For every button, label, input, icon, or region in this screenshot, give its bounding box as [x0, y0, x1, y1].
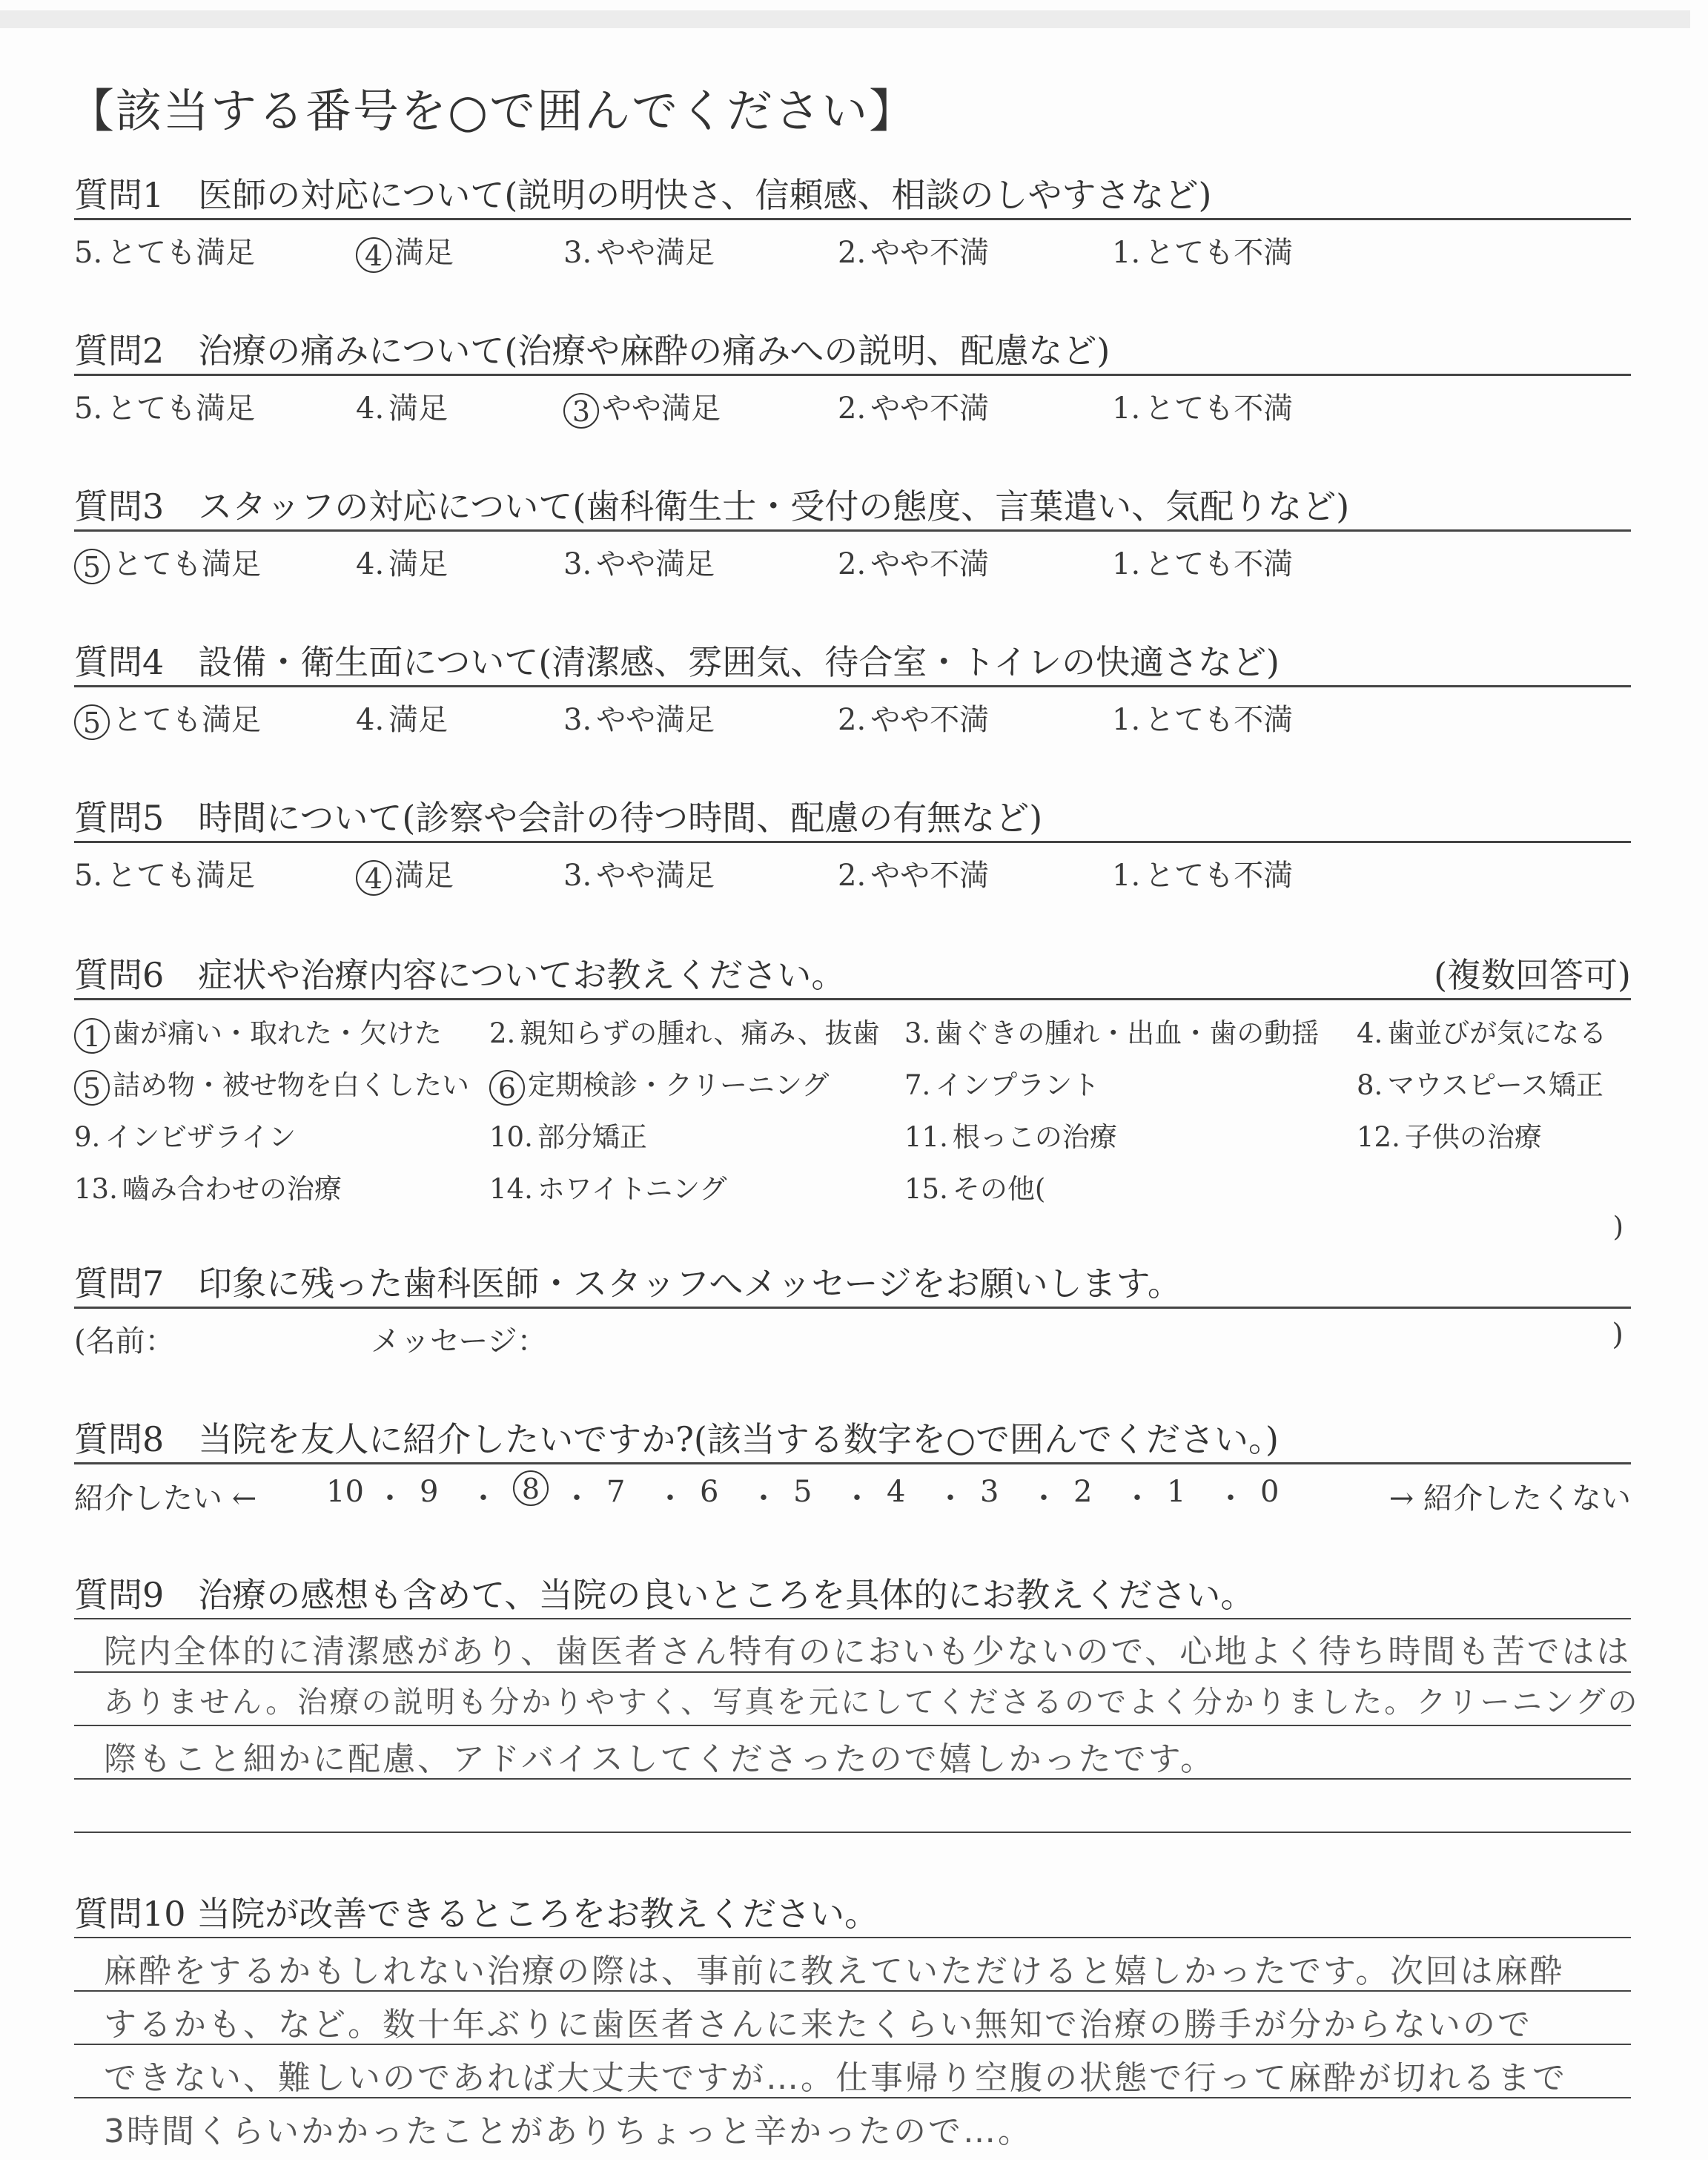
option-number: 4.: [356, 547, 385, 581]
question-9-rule-line: [74, 1725, 1631, 1726]
question-9-rule-line: [74, 1832, 1631, 1833]
option-label: とても不満: [1145, 703, 1294, 737]
rating-option: [1112, 229, 1293, 271]
rating-option: [1112, 852, 1293, 894]
symptom-option: [1357, 1011, 1606, 1051]
rating-option: [356, 696, 448, 739]
symptom-option: [1357, 1063, 1603, 1103]
symptom-option: [74, 1063, 469, 1106]
option-label: とても不満: [1145, 392, 1294, 426]
rating-option: [563, 696, 715, 739]
scale-separator: ・: [1216, 1482, 1245, 1516]
scale-value: 0: [1260, 1475, 1280, 1509]
recommend-scale: [74, 1464, 1631, 1516]
option-label: とても不満: [1145, 859, 1294, 893]
rating-option: [74, 852, 255, 894]
question-1: [74, 172, 1631, 272]
name-label: (名前：: [74, 1324, 175, 1358]
symptom-option: [74, 1166, 342, 1206]
option-label: 満足: [388, 392, 448, 426]
question-10-rule-line: [74, 1937, 1631, 1938]
circled-number: 1: [74, 1018, 110, 1054]
option-number: 2.: [489, 1017, 516, 1049]
question-9-answer: [74, 1618, 1640, 1900]
scale-separator: ・: [1029, 1482, 1059, 1516]
option-number: 13.: [74, 1173, 118, 1205]
option-label: 歯並びが気になる: [1387, 1017, 1607, 1049]
symptom-option: [904, 1011, 1319, 1051]
option-label: 満足: [388, 547, 448, 581]
option-label: やや満足: [596, 547, 715, 581]
question-9: [74, 1572, 1640, 1900]
question-5: [74, 795, 1631, 895]
scan-top-edge: [0, 10, 1690, 28]
scale-value: 3: [980, 1475, 999, 1509]
scale-separator: ・: [469, 1482, 498, 1516]
scale-separator: ・: [936, 1482, 965, 1516]
option-label: とても満足: [107, 392, 256, 426]
circled-number: 3: [563, 393, 599, 429]
option-number: 3.: [563, 236, 592, 270]
rating-option: [1112, 696, 1293, 739]
question-9-handwritten-line: 際もこと細かに配慮、アドバイスしてくださったので嬉しかったです。: [104, 1740, 1216, 1778]
option-number: 10.: [489, 1121, 533, 1153]
scale-separator: ・: [655, 1482, 685, 1516]
option-label: とても満足: [113, 547, 261, 581]
question-3-title: 質問3 スタッフの対応について(歯科衛生士・受付の態度、言葉遣い、気配りなど): [74, 486, 1350, 526]
message-label: メッセージ：: [371, 1324, 547, 1358]
rating-option: [838, 852, 989, 894]
option-label: インプラント: [935, 1069, 1100, 1101]
question-8-title: 質問8 当院を友人に紹介したいですか?(該当する数字を○で囲んでください。): [74, 1419, 1279, 1459]
option-label: 根っこの治療: [952, 1121, 1117, 1153]
scale-value-selected: [513, 1469, 552, 1506]
option-label: その他(: [952, 1173, 1046, 1205]
symptom-options: [74, 1000, 1631, 1243]
rating-options: [74, 532, 1631, 584]
rating-options: [74, 220, 1631, 272]
option-label: 満足: [394, 859, 454, 893]
scale-separator: ・: [562, 1482, 592, 1516]
option-number: 3.: [904, 1017, 931, 1049]
page-title: 【該当する番号を○で囲んでください】: [68, 84, 917, 138]
symptom-option: [904, 1114, 1117, 1155]
option-number: 1.: [1112, 703, 1141, 737]
multiple-answers-note: (複数回答可): [1434, 955, 1631, 995]
option-number: 8.: [1357, 1069, 1383, 1101]
question-9-handwritten-line: 院内全体的に清潔感があり、歯医者さん特有のにおいも少ないので、心地よく待ち時間も苦ではは: [104, 1633, 1632, 1671]
option-label: ホワイトニング: [537, 1173, 727, 1205]
scale-separator: ・: [1122, 1482, 1152, 1516]
option-label: やや不満: [870, 547, 990, 581]
scale-value: 2: [1073, 1475, 1093, 1509]
rating-option: [356, 852, 454, 896]
option-label: 嚙み合わせの治療: [122, 1173, 342, 1205]
question-3: [74, 483, 1631, 584]
message-close-paren: ): [1612, 1318, 1623, 1352]
symptom-option: [1357, 1114, 1542, 1155]
symptom-option: [74, 1011, 442, 1054]
option-label: やや満足: [602, 392, 721, 426]
question-10-handwritten-line: 麻酔をするかもしれない治療の際は、事前に教えていただけると嬉しかったです。次回は麻酔: [104, 1952, 1565, 1990]
option-label: 詰め物・被せ物を白くしたい: [113, 1069, 469, 1101]
option-number: 4.: [356, 392, 385, 426]
symptom-option: [489, 1011, 880, 1051]
circled-number: 8: [513, 1470, 549, 1506]
option-label: 子供の治療: [1404, 1121, 1542, 1153]
option-number: 1.: [1112, 859, 1141, 893]
rating-option: [356, 541, 448, 583]
message-fields: [74, 1309, 1631, 1361]
question-4-title: 質問4 設備・衛生面について(清潔感、雰囲気、待合室・トイレの快適さなど): [74, 642, 1280, 682]
option-label: とても満足: [107, 236, 256, 270]
scale-separator: ・: [375, 1482, 405, 1516]
option-label: 歯ぐきの腫れ・出血・歯の動揺: [935, 1017, 1320, 1049]
circled-number: 5: [74, 704, 110, 740]
question-6: [74, 952, 1631, 1243]
option-number: 5.: [74, 392, 103, 426]
option-number: 1.: [1112, 392, 1141, 426]
rating-option: [838, 229, 989, 271]
option-number: 3.: [563, 703, 592, 737]
option-label: やや不満: [870, 392, 990, 426]
option-label: やや不満: [870, 859, 990, 893]
option-number: 14.: [489, 1173, 533, 1205]
rating-option: [74, 696, 261, 740]
scale-value: 6: [700, 1475, 719, 1509]
option-number: 2.: [838, 859, 867, 893]
rating-option: [74, 385, 255, 427]
scale-left-label: 紹介したい ←: [74, 1482, 257, 1516]
scale-value: 5: [793, 1475, 812, 1509]
rating-option: [356, 229, 454, 273]
rating-option: [74, 229, 255, 271]
question-6-title-text: 質問6 症状や治療内容についてお教えください。: [74, 955, 846, 995]
symptom-option: [74, 1114, 296, 1155]
question-10-answer: [74, 1937, 1631, 2159]
option-number: 15.: [904, 1173, 948, 1205]
rating-option: [563, 229, 715, 271]
option-label: やや満足: [596, 859, 715, 893]
option-label: やや満足: [596, 703, 715, 737]
question-10-handwritten-line: 3時間くらいかかったことがありちょっと辛かったので…。: [104, 2113, 1033, 2150]
question-2-title: 質問2 治療の痛みについて(治療や麻酔の痛みへの説明、配慮など): [74, 331, 1110, 371]
option-label: 満足: [394, 236, 454, 270]
question-9-rule-line: [74, 1618, 1631, 1619]
rating-option: [563, 852, 715, 894]
rating-option: [563, 385, 721, 429]
circled-number: 5: [74, 549, 110, 584]
rating-option: [74, 541, 261, 584]
option-label: やや不満: [870, 236, 990, 270]
rating-option: [838, 385, 989, 427]
option-label: 定期検診・クリーニング: [528, 1069, 830, 1101]
other-close-paren: ): [1612, 1211, 1623, 1243]
rating-option: [563, 541, 715, 583]
question-7-title: 質問7 印象に残った歯科医師・スタッフへメッセージをお願いします。: [74, 1264, 1182, 1304]
rating-options: [74, 687, 1631, 739]
rating-option: [838, 541, 989, 583]
option-number: 12.: [1357, 1121, 1400, 1153]
circled-number: 6: [489, 1070, 525, 1106]
option-number: 5.: [74, 236, 103, 270]
option-number: 11.: [904, 1121, 948, 1153]
option-label: とても満足: [113, 703, 261, 737]
option-number: 4.: [1357, 1017, 1383, 1049]
option-number: 1.: [1112, 547, 1141, 581]
rating-option: [1112, 541, 1293, 583]
option-label: 満足: [388, 703, 448, 737]
rating-option: [1112, 385, 1293, 427]
question-10-title: 質問10 当院が改善できるところをお教えください。: [74, 1894, 879, 1934]
option-label: とても不満: [1145, 547, 1294, 581]
rating-options: [74, 376, 1631, 428]
scale-value: 10: [326, 1475, 364, 1509]
question-9-handwritten-line: ありません。治療の説明も分かりやすく、写真を元にしてくださるのでよく分かりました。クリーニングの: [104, 1685, 1640, 1720]
scale-value: 9: [420, 1475, 439, 1509]
rating-option: [356, 385, 448, 427]
option-number: 3.: [563, 859, 592, 893]
symptom-option: [489, 1166, 727, 1206]
option-number: 1.: [1112, 236, 1141, 270]
symptom-option: [489, 1063, 829, 1106]
circled-number: 4: [356, 237, 391, 273]
option-label: 歯が痛い・取れた・欠けた: [113, 1017, 442, 1049]
question-5-title: 質問5 時間について(診察や会計の待つ時間、配慮の有無など): [74, 798, 1043, 838]
option-number: 3.: [563, 547, 592, 581]
option-label: とても満足: [107, 859, 256, 893]
option-number: 4.: [356, 703, 385, 737]
question-10: [74, 1891, 1631, 2159]
option-label: 部分矯正: [537, 1121, 647, 1153]
option-number: 9.: [74, 1121, 101, 1153]
option-label: やや不満: [870, 703, 990, 737]
circled-number: 5: [74, 1070, 110, 1106]
symptom-option: [489, 1114, 647, 1155]
option-number: 2.: [838, 236, 867, 270]
scale-separator: ・: [749, 1482, 778, 1516]
option-number: 2.: [838, 703, 867, 737]
question-10-handwritten-line: するかも、など。数十年ぶりに歯医者さんに来たくらい無知で治療の勝手が分からないので: [104, 2006, 1532, 2044]
option-number: 2.: [838, 392, 867, 426]
question-4: [74, 639, 1631, 739]
question-8: [74, 1416, 1631, 1516]
rating-option: [838, 696, 989, 739]
scale-value: 7: [606, 1475, 626, 1509]
scale-right-label: → 紹介したくない: [1388, 1482, 1631, 1516]
scale-value: 1: [1167, 1475, 1186, 1509]
option-number: 2.: [838, 547, 867, 581]
scale-value: 4: [887, 1475, 906, 1509]
circled-number: 4: [356, 860, 391, 896]
question-7: [74, 1261, 1631, 1361]
question-9-title: 質問9 治療の感想も含めて、当院の良いところを具体的にお教えください。: [74, 1575, 1255, 1615]
scale-separator: ・: [842, 1482, 872, 1516]
question-1-title: 質問1 医師の対応について(説明の明快さ、信頼感、相談のしやすさなど): [74, 175, 1212, 215]
symptom-option: [904, 1063, 1099, 1103]
option-label: とても不満: [1145, 236, 1294, 270]
option-label: 親知らずの腫れ、痛み、抜歯: [520, 1017, 880, 1049]
option-label: やや満足: [596, 236, 715, 270]
question-10-handwritten-line: できない、難しいのであれば大丈夫ですが…。仕事帰り空腹の状態で行って麻酔が切れるまで: [104, 2059, 1567, 2097]
option-label: インビザライン: [105, 1121, 297, 1153]
rating-options: [74, 843, 1631, 895]
option-label: マウスピース矯正: [1387, 1069, 1603, 1101]
question-2: [74, 328, 1631, 428]
question-6-title: [74, 952, 1631, 998]
symptom-option: [904, 1166, 1045, 1206]
option-number: 5.: [74, 859, 103, 893]
option-number: 7.: [904, 1069, 931, 1101]
